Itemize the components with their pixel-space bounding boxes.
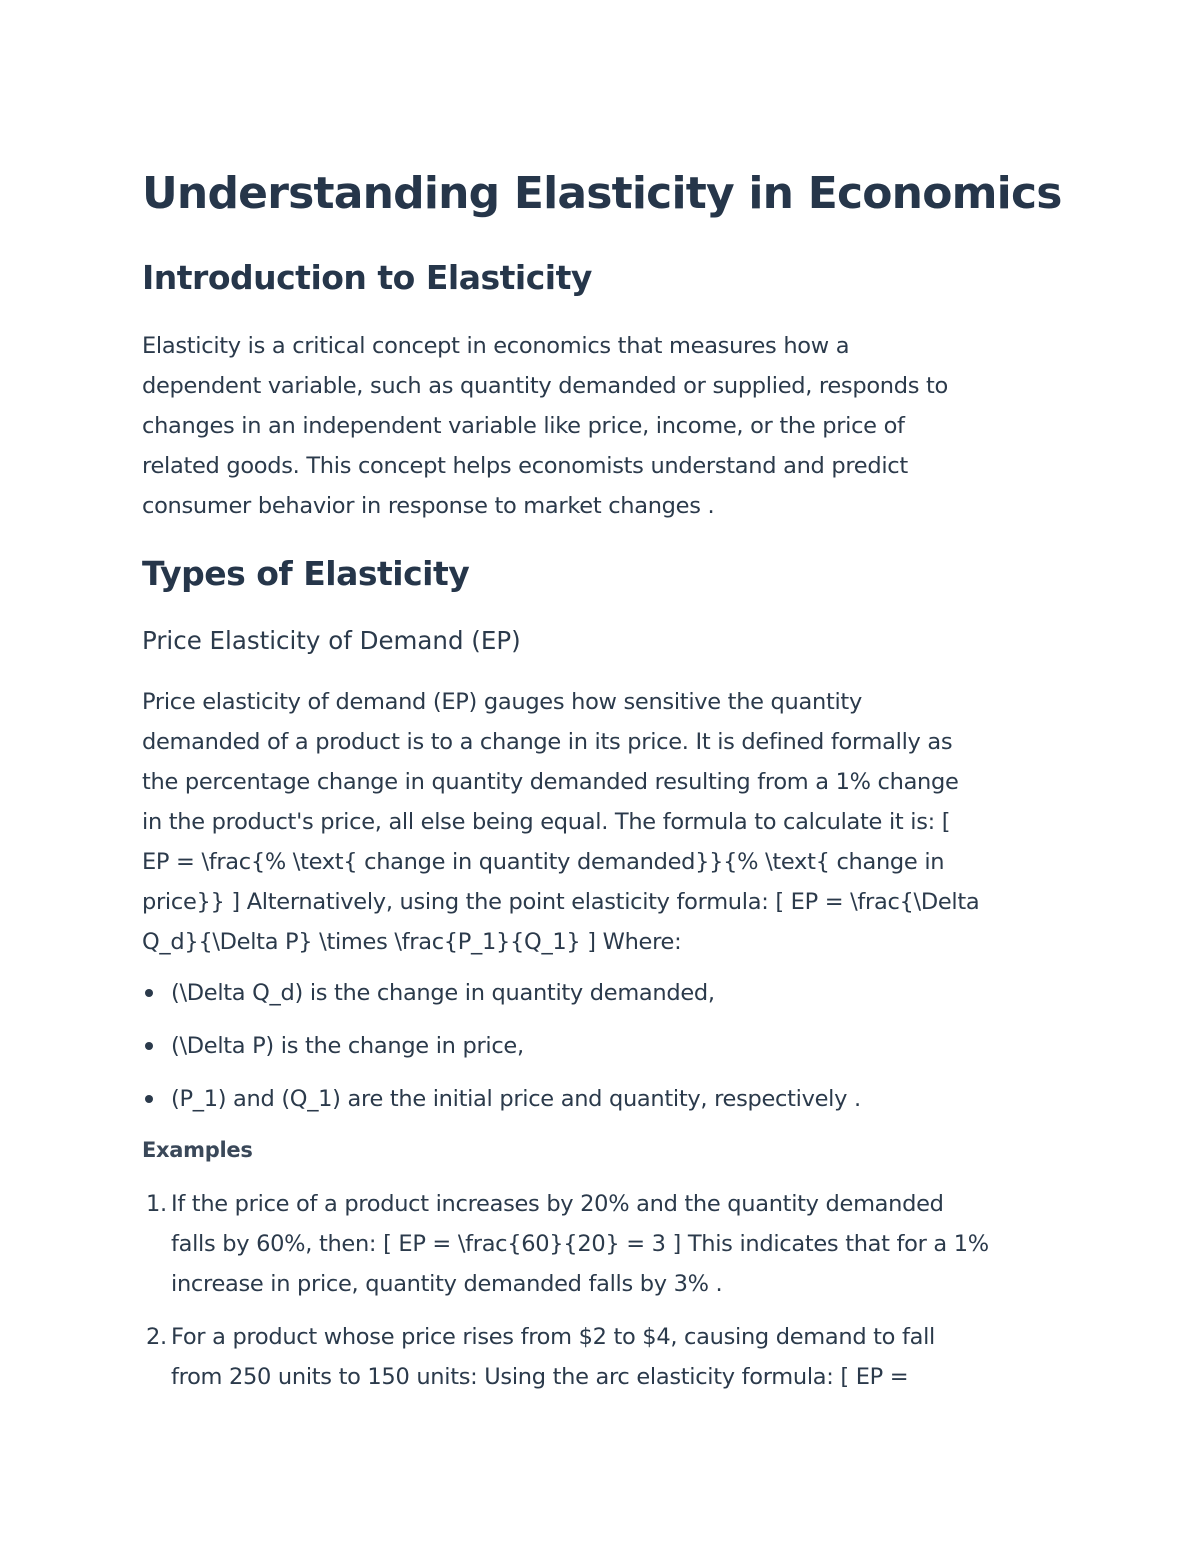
ped-heading: Price Elasticity of Demand (EP) [142,626,521,655]
document-title: Understanding Elasticity in Economics [142,168,1062,219]
bullet-icon [145,989,153,997]
example-line: increase in price, quantity demanded falls by 3% . [171,1271,723,1297]
example-number: 2. [146,1324,167,1350]
intro-line: changes in an independent variable like price, income, or the price of [142,413,905,439]
intro-line: Elasticity is a critical concept in economics that measures how a [142,333,850,359]
bullet-text: (\Delta P) is the change in price, [171,1033,524,1059]
examples-heading: Examples [142,1138,253,1162]
example-number: 1. [146,1191,167,1217]
intro-heading: Introduction to Elasticity [142,258,592,297]
ped-line: demanded of a product is to a change in its price. It is defined formally as [142,729,953,755]
example-body [171,1317,1058,1397]
example-line: falls by 60%, then: [ EP = \frac{60}{20} = 3 ] This indicates that for a 1% [171,1231,989,1257]
example-line: For a product whose price rises from $2 to $4, causing demand to fall [171,1324,936,1350]
ped-line: the percentage change in quantity demanded resulting from a 1% change [142,769,959,795]
example-body [171,1184,1058,1304]
ped-line: price}} ] Alternatively, using the point elasticity formula: [ EP = \frac{\Delta [142,889,980,915]
intro-line: dependent variable, such as quantity demanded or supplied, responds to [142,373,948,399]
bullet-icon [145,1042,153,1050]
intro-line: consumer behavior in response to market changes . [142,493,715,519]
bullet-text: (\Delta Q_d) is the change in quantity demanded, [171,980,715,1006]
ped-paragraph [142,682,1058,962]
ped-line: EP = \frac{% \text{ change in quantity demanded}}{% \text{ change in [142,849,945,875]
types-heading: Types of Elasticity [142,554,470,593]
ped-line: Q_d}{\Delta P} \times \frac{P_1}{Q_1} ] Where: [142,929,682,955]
example-line: from 250 units to 150 units: Using the arc elasticity formula: [ EP = [171,1364,909,1390]
ped-line: in the product's price, all else being equal. The formula to calculate it is: [ [142,809,951,835]
ped-line: Price elasticity of demand (EP) gauges how sensitive the quantity [142,689,862,715]
intro-line: related goods. This concept helps economists understand and predict [142,453,908,479]
example-line: If the price of a product increases by 20% and the quantity demanded [171,1191,944,1217]
bullet-text: (P_1) and (Q_1) are the initial price and quantity, respectively . [171,1086,861,1112]
intro-paragraph [142,326,1058,526]
bullet-icon [145,1095,153,1103]
